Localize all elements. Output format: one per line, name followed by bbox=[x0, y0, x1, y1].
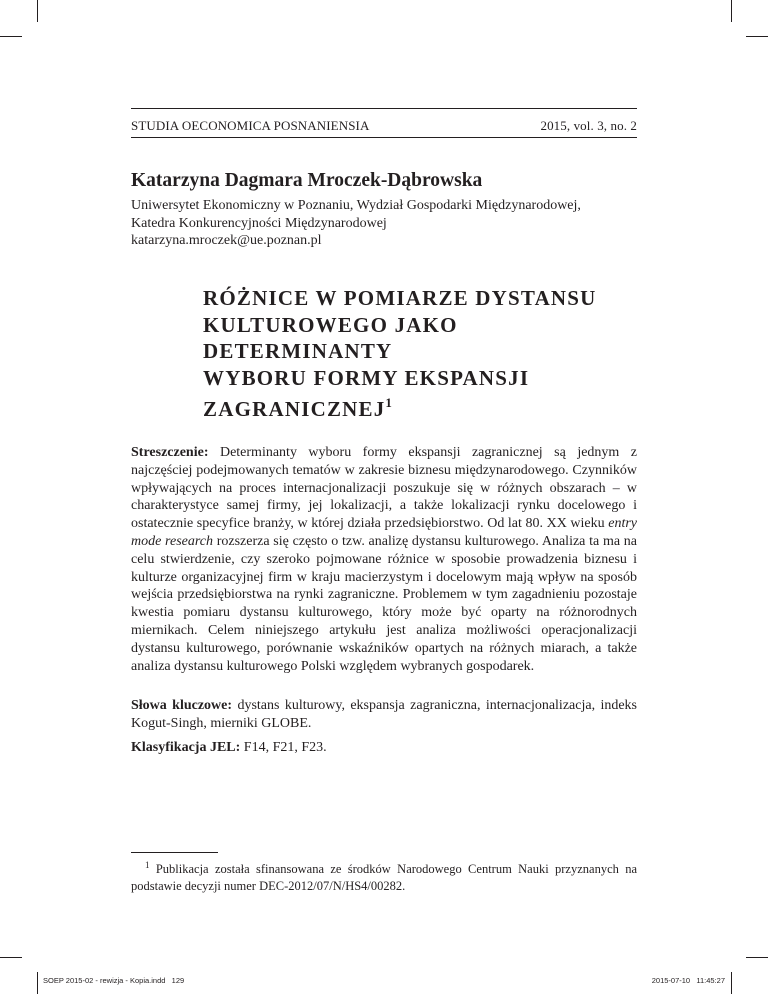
print-slug-file: SOEP 2015-02 - rewizja - Kopia.indd 129 bbox=[43, 976, 185, 985]
article-title bbox=[203, 285, 623, 423]
footnote-rule bbox=[131, 852, 218, 853]
title-line-2: KULTUROWEGO JAKO DETERMINANTY bbox=[203, 312, 458, 363]
author-affiliation bbox=[131, 197, 581, 250]
footnote-mark: 1 bbox=[145, 860, 150, 870]
header-bottom-rule bbox=[131, 137, 637, 138]
crop-mark-top-right-h bbox=[746, 36, 768, 37]
author-name: Katarzyna Dagmara Mroczek-Dąbrowska bbox=[131, 170, 483, 191]
keywords-label: Słowa kluczowe: bbox=[131, 698, 233, 713]
crop-mark-bottom-left-h bbox=[0, 957, 22, 958]
journal-name: STUDIA OECONOMICA POSNANIENSIA bbox=[131, 118, 370, 133]
author-email: katarzyna.mroczek@ue.poznan.pl bbox=[131, 233, 322, 248]
crop-mark-bottom-right-h bbox=[746, 957, 768, 958]
jel-codes: F14, F21, F23. bbox=[243, 740, 327, 755]
abstract-text-1: Determinanty wyboru formy ekspansji zagranicznej są jednym z najczęściej podejmowanych tematów w zakresie biznesu międzynarodowego. Czynników wpływających na proces internacjonalizacji poszukuje się w różnych obszarach – w charakterystyce samej firmy, jej lokalizacji, a także lokalizacji rynku docelowego i ostatecznie specyfice branży, w której działa przedsiębiorstwo. Od lat 80. XX wieku bbox=[131, 445, 638, 532]
keywords bbox=[131, 697, 637, 733]
crop-mark-top-right-v bbox=[731, 0, 732, 22]
abstract bbox=[131, 444, 637, 675]
title-footnote-mark: 1 bbox=[385, 395, 392, 410]
keywords-text: dystans kulturowy, ekspansja zagraniczna, internacjonalizacja, indeks Kogut-Singh, mierniki GLOBE. bbox=[131, 698, 638, 731]
header-top-rule bbox=[131, 108, 637, 109]
footnote bbox=[131, 857, 637, 894]
abstract-italic-term: entry mode research bbox=[131, 516, 638, 549]
crop-mark-top-left-h bbox=[0, 36, 22, 37]
crop-mark-bottom-left-v bbox=[37, 972, 38, 994]
title-line-3: WYBORU FORMY EKSPANSJI bbox=[203, 365, 530, 390]
abstract-label: Streszczenie: bbox=[131, 445, 209, 460]
affiliation-line-1: Uniwersytet Ekonomiczny w Poznaniu, Wydział Gospodarki Międzynarodowej, bbox=[131, 198, 581, 213]
crop-mark-bottom-right-v bbox=[731, 972, 732, 994]
abstract-text-2: rozszerza się często o tzw. analizę dystansu kulturowego. Analiza ta ma na celu stwierdzenie, czy szeroko pojmowane różnice w sposobie prowadzenia biznesu i kulturze organizacyjnej firm w kraju macierzystym i docelowym mają wpływ na sposób wejścia przedsiębiorstwa na rynki zagraniczne. Problemem w tym zagadnieniu pozostaje kwestia pomiaru dystansu kulturowego, który może być oparty na różnorodnych miernikach. Celem niniejszego artykułu jest analiza możliwości operacjonalizacji dystansu kulturowego, porównanie wskaźników opartych na różnych miarach, a także analiza dystansu kulturowego Polski względem wybranych gospodarek. bbox=[131, 533, 637, 674]
print-slug-timestamp: 2015-07-10 11:45:27 bbox=[651, 976, 725, 985]
issue-info: 2015, vol. 3, no. 2 bbox=[540, 118, 637, 133]
crop-mark-top-left-v bbox=[37, 0, 38, 22]
jel-label: Klasyfikacja JEL: bbox=[131, 740, 241, 755]
jel-classification bbox=[131, 739, 637, 757]
footnote-text: Publikacja została sfinansowana ze środków Narodowego Centrum Nauki przyznanych na podstawie decyzji numer DEC-2012/07/N/HS4/00282. bbox=[131, 862, 638, 893]
affiliation-line-2: Katedra Konkurencyjności Międzynarodowej bbox=[131, 215, 387, 231]
title-line-4: ZAGRANICZNEJ$^1$ bbox=[203, 395, 392, 421]
title-line-1: RÓŻNICE W POMIARZE DYSTANSU bbox=[203, 286, 597, 310]
